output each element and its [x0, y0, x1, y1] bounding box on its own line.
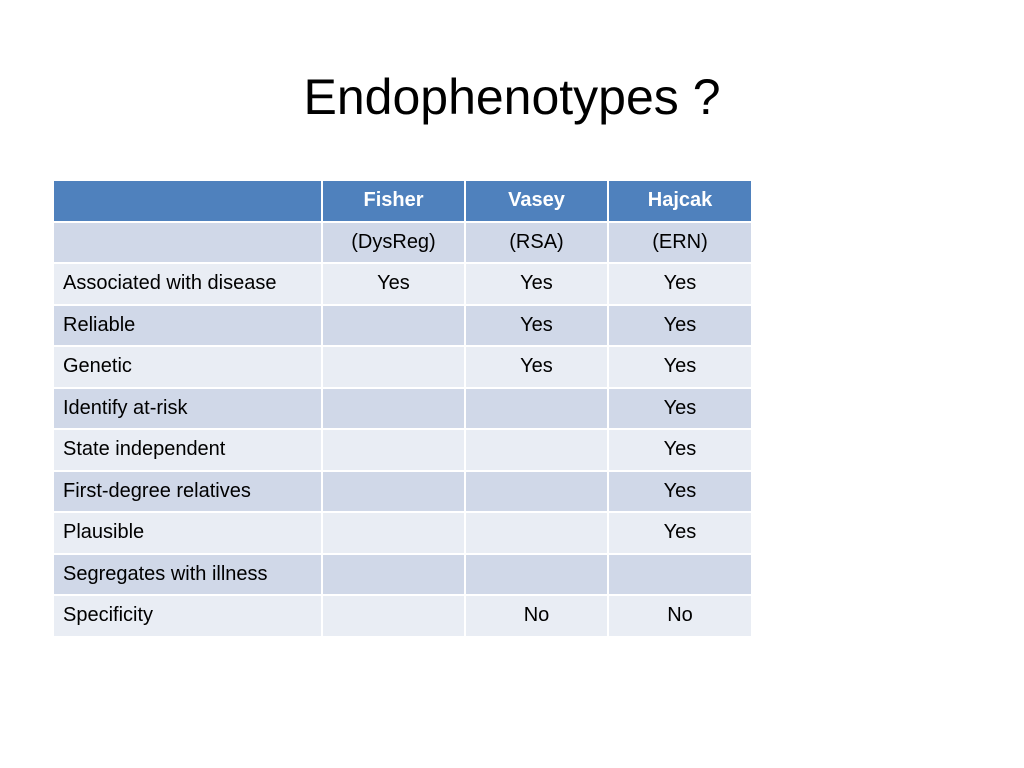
- cell-fisher: [322, 471, 465, 513]
- cell-hajcak: [608, 554, 752, 596]
- cell-fisher: (DysReg): [322, 222, 465, 264]
- row-label: Identify at-risk: [53, 388, 322, 430]
- table-row: [53, 595, 752, 637]
- cell-fisher: [322, 512, 465, 554]
- cell-vasey: [465, 554, 608, 596]
- table-row: [53, 222, 752, 264]
- cell-fisher: Yes: [322, 263, 465, 305]
- cell-vasey: (RSA): [465, 222, 608, 264]
- table-header-row: [53, 180, 752, 222]
- header-cell-vasey: Vasey: [465, 180, 608, 222]
- cell-vasey: [465, 429, 608, 471]
- slide-title: Endophenotypes ?: [303, 69, 721, 125]
- cell-hajcak: Yes: [608, 305, 752, 347]
- row-label: Associated with disease: [53, 263, 322, 305]
- table-row: [53, 429, 752, 471]
- row-label: [53, 222, 322, 264]
- cell-hajcak: Yes: [608, 346, 752, 388]
- cell-fisher: [322, 595, 465, 637]
- table-row: [53, 305, 752, 347]
- cell-hajcak: Yes: [608, 388, 752, 430]
- cell-hajcak: Yes: [608, 471, 752, 513]
- cell-hajcak: (ERN): [608, 222, 752, 264]
- row-label: Specificity: [53, 595, 322, 637]
- cell-fisher: [322, 388, 465, 430]
- cell-fisher: [322, 346, 465, 388]
- row-label: First-degree relatives: [53, 471, 322, 513]
- header-cell-fisher: Fisher: [322, 180, 465, 222]
- cell-vasey: Yes: [465, 346, 608, 388]
- cell-hajcak: No: [608, 595, 752, 637]
- table-row: [53, 263, 752, 305]
- cell-vasey: No: [465, 595, 608, 637]
- cell-vasey: Yes: [465, 263, 608, 305]
- cell-vasey: [465, 388, 608, 430]
- table-row: [53, 512, 752, 554]
- cell-vasey: [465, 471, 608, 513]
- row-label: Segregates with illness: [53, 554, 322, 596]
- cell-fisher: [322, 429, 465, 471]
- cell-hajcak: Yes: [608, 263, 752, 305]
- cell-hajcak: Yes: [608, 512, 752, 554]
- header-cell-blank: [53, 180, 322, 222]
- cell-fisher: [322, 554, 465, 596]
- table-row: [53, 346, 752, 388]
- row-label: Reliable: [53, 305, 322, 347]
- row-label: State independent: [53, 429, 322, 471]
- row-label: Genetic: [53, 346, 322, 388]
- header-cell-hajcak: Hajcak: [608, 180, 752, 222]
- cell-vasey: [465, 512, 608, 554]
- endophenotype-table: [52, 179, 753, 638]
- table-row: [53, 471, 752, 513]
- cell-hajcak: Yes: [608, 429, 752, 471]
- table-row: [53, 388, 752, 430]
- table-row: [53, 554, 752, 596]
- cell-vasey: Yes: [465, 305, 608, 347]
- cell-fisher: [322, 305, 465, 347]
- row-label: Plausible: [53, 512, 322, 554]
